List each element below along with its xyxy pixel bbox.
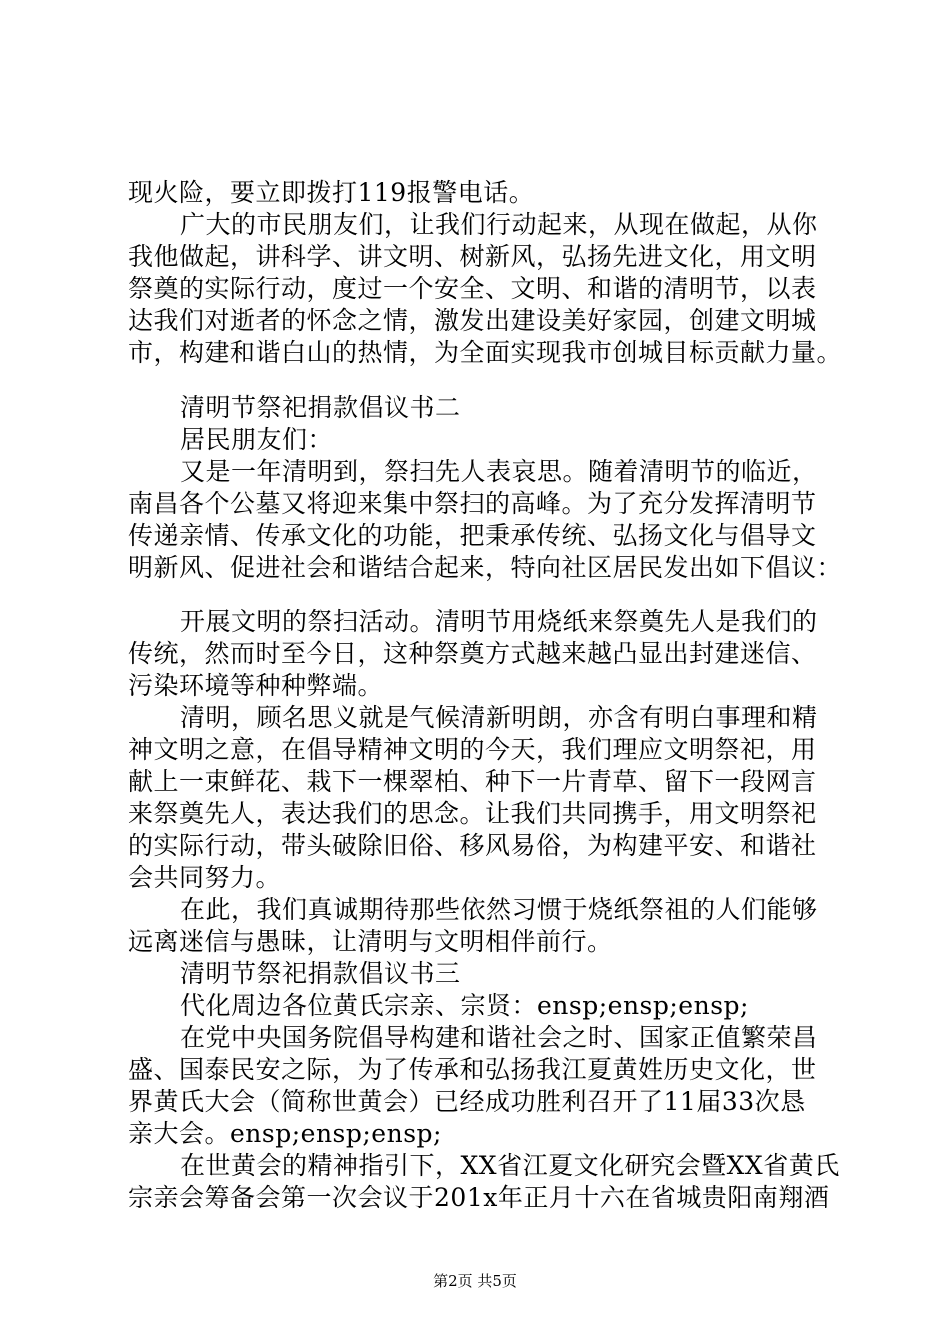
text-line: 污染环境等种种弊端。: [128, 671, 384, 700]
text-line: 达我们对逝者的怀念之情，激发出建设美好家园，创建文明城: [128, 306, 817, 335]
text-line: 开展文明的祭扫活动。清明节用烧纸来祭奠先人是我们的: [180, 607, 818, 636]
text-line: 在此，我们真诚期待那些依然习惯于烧纸祭祖的人们能够: [180, 895, 818, 924]
text-line: 远离迷信与愚昧，让清明与文明相伴前行。: [128, 927, 613, 956]
text-line: 在世黄会的精神指引下，XX省江夏文化研究会暨XX省黄氏: [180, 1151, 840, 1180]
text-line: 明新风、促进社会和谐结合起来，特向社区居民发出如下倡议：: [128, 553, 843, 582]
page-number-footer: 第2页 共5页: [433, 1272, 517, 1290]
text-line: 清明，顾名思义就是气候清新明朗，亦含有明白事理和精: [180, 703, 818, 732]
salutation: 代化周边各位黄氏宗亲、宗贤：ensp;ensp;ensp;: [180, 991, 749, 1020]
text-line: 神文明之意，在倡导精神文明的今天，我们理应文明祭祀，用: [128, 735, 817, 764]
text-line: 献上一束鲜花、栽下一棵翠柏、种下一片青草、留下一段网言: [128, 767, 817, 796]
text-line: 宗亲会筹备会第一次会议于201x年正月十六在省城贵阳南翔酒: [128, 1183, 830, 1212]
text-line: 盛、国泰民安之际，为了传承和弘扬我江夏黄姓历史文化，世: [128, 1055, 817, 1084]
text-line: 界黄氏大会（简称世黄会）已经成功胜利召开了11届33次恳: [128, 1087, 806, 1116]
text-line: 会共同努力。: [128, 863, 282, 892]
text-line: 南昌各个公墓又将迎来集中祭扫的高峰。为了充分发挥清明节: [128, 489, 817, 518]
salutation: 居民朋友们：: [180, 425, 334, 454]
text-line: 又是一年清明到，祭扫先人表哀思。随着清明节的临近，: [180, 457, 818, 486]
text-line: 亲大会。ensp;ensp;ensp;: [128, 1119, 442, 1148]
text-line: 在党中央国务院倡导构建和谐社会之时、国家正值繁荣昌: [180, 1023, 818, 1052]
text-line: 市，构建和谐白山的热情，为全面实现我市创城目标贡献力量。: [128, 338, 843, 367]
text-line: 传统，然而时至今日，这种祭奠方式越来越凸显出封建迷信、: [128, 639, 817, 668]
text-line: 来祭奠先人，表达我们的思念。让我们共同携手，用文明祭祀: [128, 799, 817, 828]
text-line: 的实际行动，带头破除旧俗、移风易俗，为构建平安、和谐社: [128, 831, 817, 860]
text-line: 现火险，要立即拨打119报警电话。: [128, 178, 535, 207]
text-line: 传递亲情、传承文化的功能，把秉承传统、弘扬文化与倡导文: [128, 521, 817, 550]
text-line: 我他做起，讲科学、讲文明、树新风，弘扬先进文化，用文明: [128, 242, 817, 271]
section-heading: 清明节祭祀捐款倡议书二: [180, 393, 461, 422]
section-heading: 清明节祭祀捐款倡议书三: [180, 959, 461, 988]
text-line: 广大的市民朋友们，让我们行动起来，从现在做起，从你: [180, 210, 818, 239]
text-line: 祭奠的实际行动，度过一个安全、文明、和谐的清明节，以表: [128, 274, 817, 303]
